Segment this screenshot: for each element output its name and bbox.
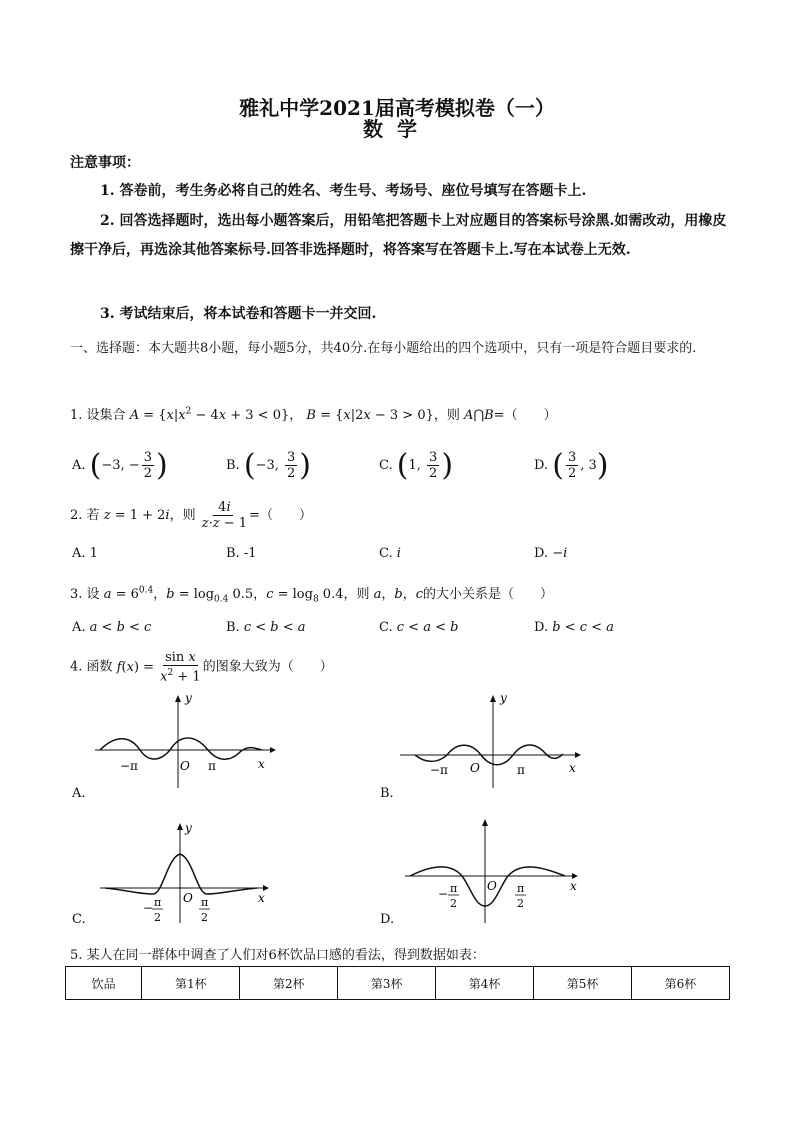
q4-end: 的图象大致为（ ） (202, 659, 333, 675)
graph-b-x-arrow (575, 752, 581, 758)
graph-b-origin: O (470, 761, 480, 775)
q3-option-b[interactable]: B. c < b < a (226, 620, 306, 635)
q1-prefix: 设集合 (86, 408, 126, 423)
question-3 (70, 583, 553, 605)
q2-fraction: $\frac{4i}{z\cdot\overline{z} - 1}$ (201, 500, 248, 531)
graph-b-neg-pi: −π (430, 763, 448, 777)
graph-a-pi: π (208, 759, 216, 773)
graph-c-x-label: x (258, 891, 265, 905)
graph-b-y-label: y (500, 691, 507, 705)
graph-c-neg-half-pi-num: π (154, 896, 162, 909)
q4-graph-c (95, 818, 285, 928)
table-header-cell: 第3杯 (338, 967, 436, 1000)
graph-c-half-pi-den: 2 (201, 911, 208, 924)
table-header-cell: 第4杯 (436, 967, 534, 1000)
graph-a-y-label: y (185, 691, 192, 705)
q1-set-b: B = {x|2x − 3 > 0} (306, 408, 434, 423)
graph-b-y-arrow (490, 695, 496, 702)
graph-a-origin: O (180, 759, 190, 773)
graph-c-y-label: y (185, 821, 192, 835)
q2-option-d[interactable]: D. −i (534, 546, 568, 561)
q5-table (65, 966, 730, 1000)
graph-d-half-pi-num: π (517, 882, 525, 895)
table-header-cell: 第5杯 (534, 967, 632, 1000)
q3-option-d[interactable]: D. b < c < a (534, 620, 614, 635)
q5-text: 某人在同一群体中调查了人们对6杯饮品口感的看法，得到数据如表： (86, 948, 485, 963)
q3-defs: $a = 6^{0.4}$，$b = \log_{0.4} 0.5$，$c = \log_8 0.4$ (103, 585, 344, 605)
notice-item-1: 1. 答卷前，考生务必将自己的姓名、考生号、考场号、座位号填写在答题卡上. (100, 183, 587, 199)
graph-d-half-pi-den: 2 (517, 897, 524, 910)
notice-item-2: 2. 回答选择题时，选出每小题答案后，用铅笔把答题卡上对应题目的答案标号涂黑.如需改动，用橡皮擦干净后，再选涂其他答案标号.回答非选择题时，将答案写在答题卡上.写在本试卷上无效. (70, 213, 727, 258)
exam-title: 雅礼中学2021届高考模拟卷（一） (239, 96, 555, 120)
question-2 (70, 500, 312, 531)
question-4 (70, 650, 333, 684)
q4-option-c[interactable]: C. (72, 912, 86, 927)
graph-d-neg-half-pi-num: π (450, 882, 458, 895)
table-header-cell: 饮品 (66, 967, 142, 1000)
q3-prefix: 设 (86, 587, 100, 602)
q1-option-a[interactable]: A. (−3, − $\frac{3}{2}$ ) (72, 448, 168, 483)
graph-a-x-label: x (258, 757, 265, 771)
q4-graph-d (400, 818, 590, 928)
graph-a-curve (100, 738, 262, 759)
q1-option-b[interactable]: B. (−3, $\frac{3}{2}$ ) (226, 448, 311, 483)
question-1: 1. 设集合 $A = \{x|x^2 - 4x + 3 < 0\}$， B = {x|2x − 3 > 0}，则 A⋂B=（ ） (70, 406, 557, 423)
graph-d-origin: O (487, 879, 497, 893)
q5-number: 5. (70, 948, 83, 963)
graph-c-origin: O (183, 891, 193, 905)
q4-option-b[interactable]: B. (380, 786, 394, 801)
table-header-cell: 第1杯 (142, 967, 240, 1000)
graph-c-neg-half-pi-den: 2 (154, 911, 161, 924)
graph-d-neg-half-pi-den: 2 (450, 897, 457, 910)
q2-number: 2. (70, 508, 83, 523)
q2-z-def: z = 1 + 2i (103, 508, 170, 523)
subject-title: 数学 (363, 117, 431, 141)
q3-number: 3. (70, 587, 83, 602)
q1-option-c[interactable]: C. (1, $\frac{3}{2}$ ) (379, 448, 454, 483)
graph-b-pi: π (517, 763, 525, 777)
graph-a-x-arrow (270, 747, 276, 753)
graph-d-neg-sign: − (438, 887, 449, 901)
graph-d-x-label: x (570, 879, 577, 893)
q2-option-c[interactable]: C. i (379, 546, 401, 561)
q2-option-b[interactable]: B. -1 (226, 546, 257, 561)
q3-end: 的大小关系是（ ） (423, 587, 554, 602)
notice-item-3: 3. 考试结束后，将本试卷和答题卡一并交回. (100, 306, 377, 322)
q1-end: =（ ） (493, 408, 557, 423)
q4-option-d[interactable]: D. (380, 912, 395, 927)
graph-c-y-arrow (177, 823, 183, 830)
graph-a-neg-pi: −π (120, 759, 138, 773)
q2-mid: ，则 (169, 508, 196, 523)
q1-option-d[interactable]: D. ( $\frac{3}{2}$ , 3) (534, 448, 609, 483)
q3-vars: a，b，c (373, 587, 424, 602)
graph-a-y-arrow (175, 695, 181, 702)
q1-set-a: $A = \{x|x^2 - 4x + 3 < 0\}$ (129, 406, 290, 423)
q1-number: 1. (70, 408, 83, 423)
q2-option-a[interactable]: A. 1 (72, 546, 98, 561)
q3-option-c[interactable]: C. c < a < b (379, 620, 459, 635)
q4-prefix: 函数 (86, 659, 113, 675)
q4-graph-b (395, 690, 585, 790)
q4-graph-a (90, 690, 280, 790)
q2-end: =（ ） (249, 508, 312, 523)
q1-intersection: A⋂B (464, 408, 494, 423)
q4-function: f(x) = $\frac{\text{sin x}}{x^2 + 1}$ (116, 650, 201, 685)
graph-c-neg-sign: − (143, 901, 154, 915)
section-intro: 一、选择题：本大题共8小题，每小题5分，共40分.在每小题给出的四个选项中，只有一项是符合题目要求的. (70, 341, 697, 356)
table-header-cell: 第2杯 (240, 967, 338, 1000)
q3-tail: ，则 (343, 587, 370, 602)
q4-number: 4. (70, 659, 83, 675)
q4-option-a[interactable]: A. (72, 786, 86, 801)
graph-d-y-arrow (482, 819, 488, 826)
graph-c-half-pi-num: π (201, 896, 209, 909)
table-header-cell: 第6杯 (631, 967, 729, 1000)
graph-b-x-label: x (569, 761, 576, 775)
table-row (66, 967, 730, 1000)
notice-heading: 注意事项： (70, 155, 140, 171)
q2-prefix: 若 (86, 508, 100, 523)
q1-tail: ，则 (433, 408, 460, 423)
q3-option-a[interactable]: A. a < b < c (72, 620, 152, 635)
question-5 (70, 944, 485, 963)
